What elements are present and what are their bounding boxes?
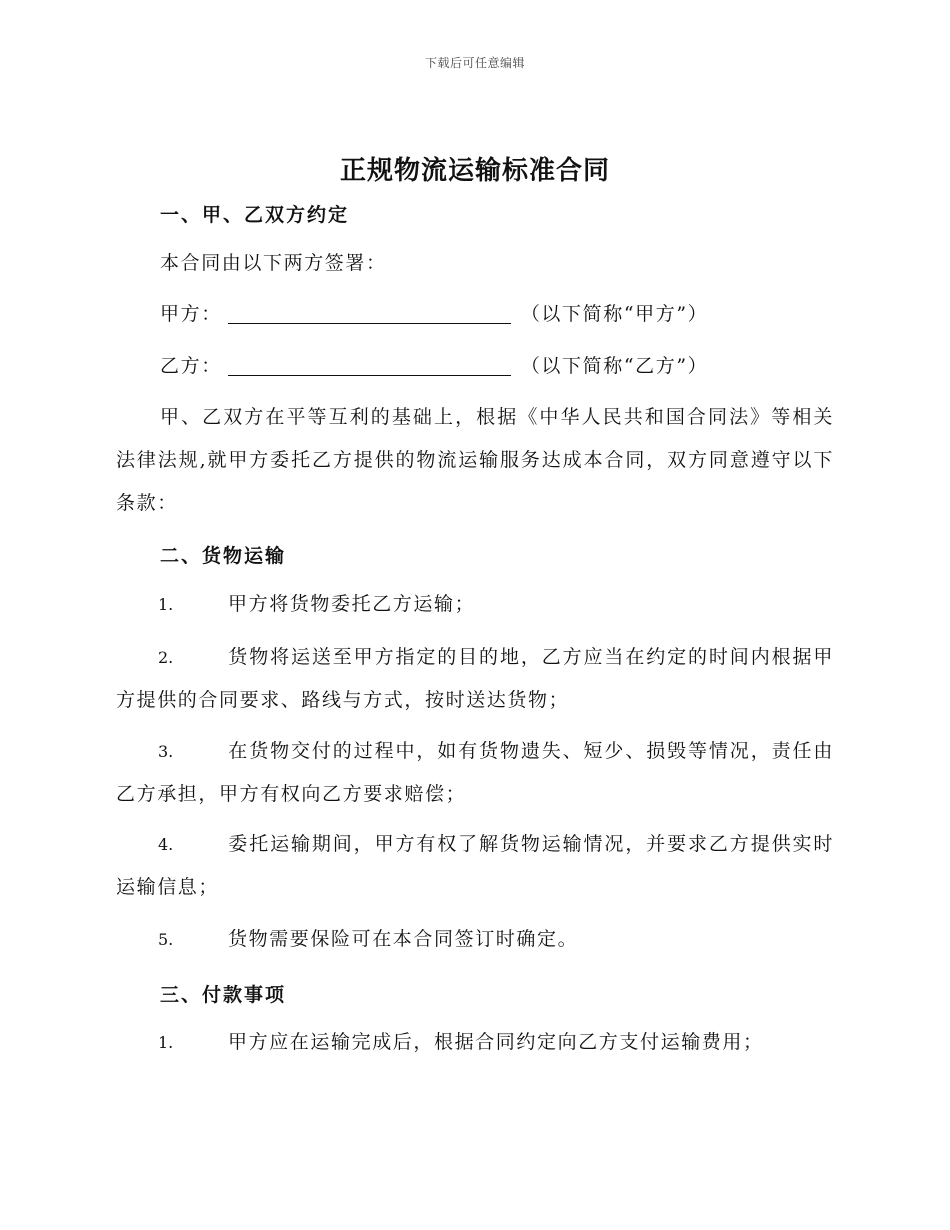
item-number: 1. <box>158 595 174 614</box>
party-a-blank <box>228 301 511 324</box>
item-number: 1. <box>158 1033 174 1052</box>
item-text: 甲方将货物委托乙方运输； <box>228 593 476 615</box>
section-heading-payment: 三、付款事项 <box>160 984 287 1006</box>
party-a-note: （以下简称“甲方”） <box>520 303 709 325</box>
item-number: 5. <box>158 930 174 949</box>
section-heading-parties: 一、甲、乙双方约定 <box>160 204 350 226</box>
item-number: 4. <box>158 835 174 854</box>
payment-item-1 <box>116 1021 834 1064</box>
transport-item-2 <box>116 636 834 722</box>
document-title: 正规物流运输标准合同 <box>339 156 610 186</box>
section-heading-transport: 二、货物运输 <box>160 545 287 567</box>
party-b-line <box>160 351 708 381</box>
party-b-note: （以下简称“乙方”） <box>520 355 709 377</box>
item-number: 3. <box>158 742 174 761</box>
item-text: 货物需要保险可在本合同签订时确定。 <box>228 928 579 950</box>
header-note: 下载后可任意编辑 <box>424 56 525 70</box>
item-text: 货物将运送至甲方指定的目的地，乙方应当在约定的时间内根据甲方提供的合同要求、路线与方式，按时送达货物； <box>116 646 834 711</box>
item-text: 在货物交付的过程中，如有货物遗失、短少、损毁等情况，责任由乙方承担，甲方有权向乙方要求赔偿； <box>116 740 834 805</box>
transport-item-1 <box>116 583 834 626</box>
party-a-line <box>160 299 708 329</box>
item-text: 委托运输期间，甲方有权了解货物运输情况，并要求乙方提供实时运输信息； <box>116 833 834 898</box>
item-text: 甲方应在运输完成后，根据合同约定向乙方支付运输费用； <box>228 1031 764 1053</box>
transport-item-3 <box>116 730 834 816</box>
item-number: 2. <box>158 648 174 667</box>
party-b-label: 乙方： <box>160 355 222 377</box>
party-b-blank <box>228 353 511 376</box>
intro-text: 本合同由以下两方签署： <box>160 252 387 274</box>
transport-item-4 <box>116 823 834 909</box>
party-a-label: 甲方： <box>160 303 222 325</box>
agreement-paragraph: 甲、乙双方在平等互利的基础上，根据《中华人民共和国合同法》等相关法律法规,就甲方委托乙方提供的物流运输服务达成本合同，双方同意遵守以下条款： <box>116 406 834 514</box>
transport-item-5 <box>116 918 834 961</box>
